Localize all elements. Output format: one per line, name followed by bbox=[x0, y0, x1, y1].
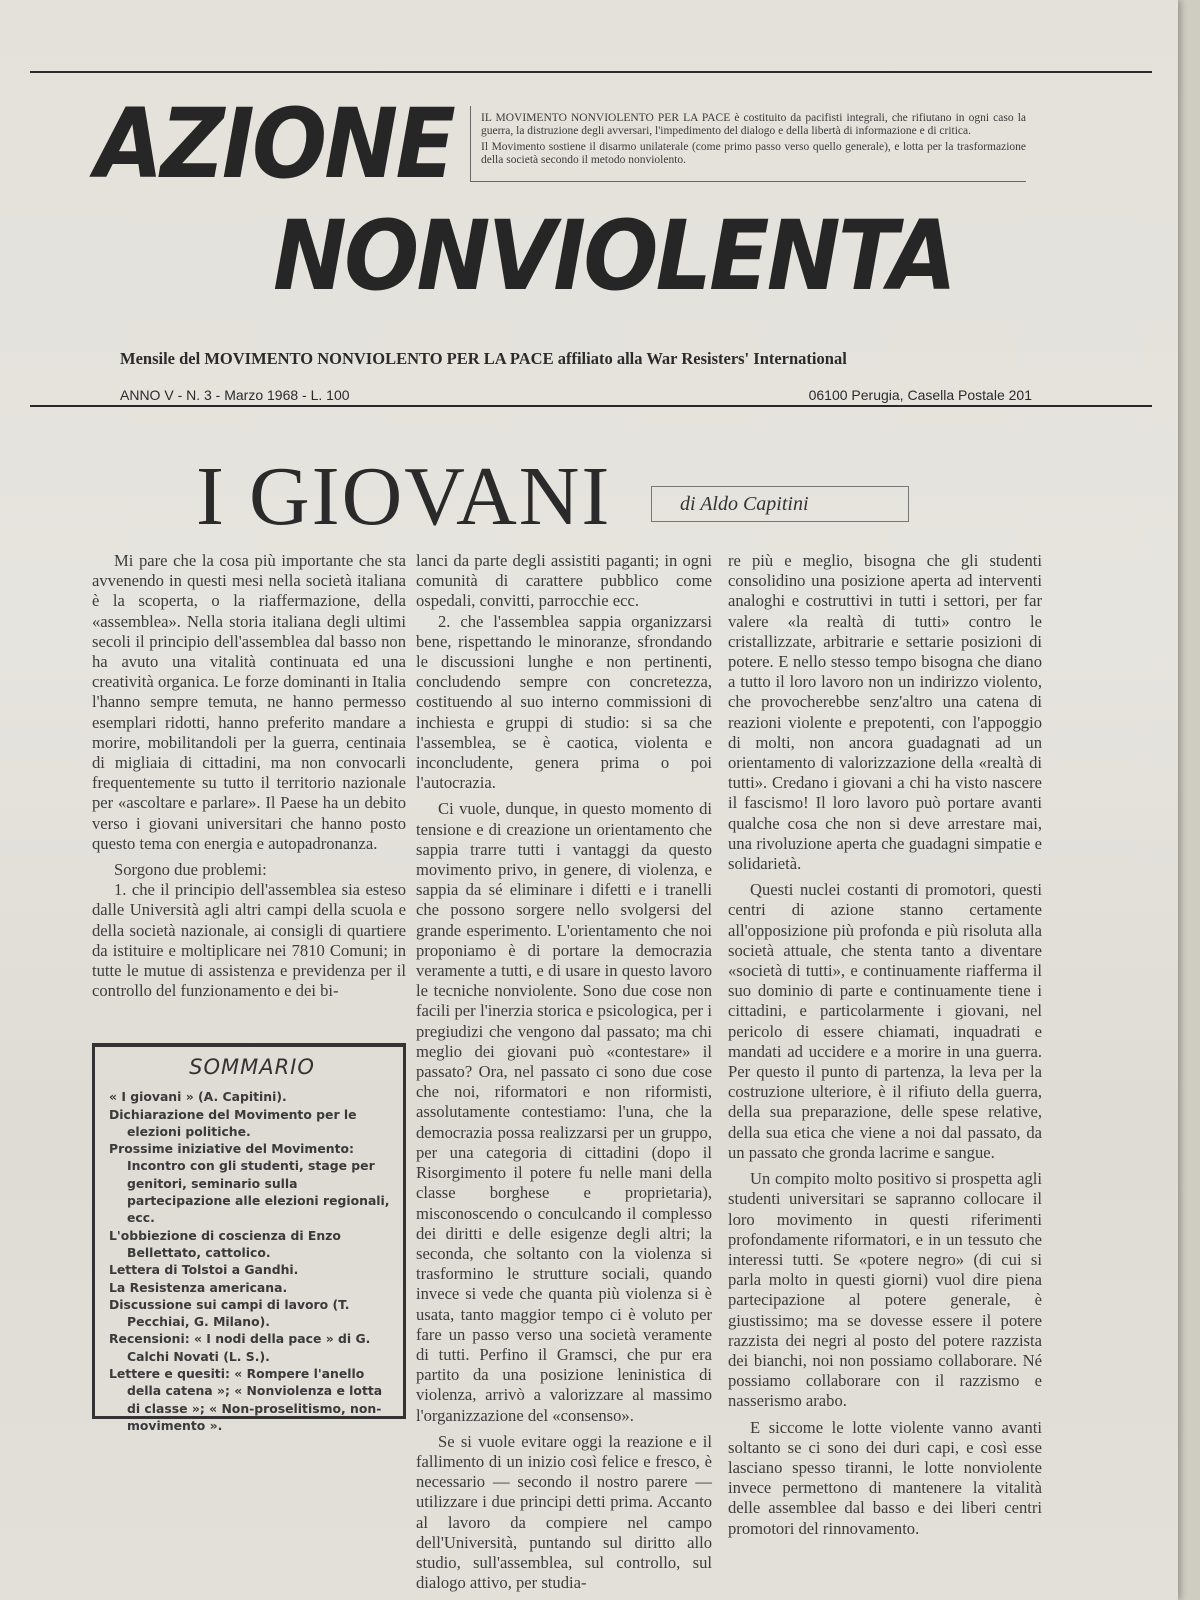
article-paragraph: 2. che l'assemblea sappia organizzarsi bene, rispettando le minoranze, sfrondando le discussioni lunghe e non pertinenti, concludendo sempre con concretezza, costituendo al suo interno commissioni di inchiesta e gruppi di studio: si sa che l'assemblea, se è caotica, violenta e inconcludente, genera prima o poi l'autocrazia. bbox=[416, 611, 712, 793]
article-column-1 bbox=[92, 551, 406, 1001]
masthead-title-line1: AZIONE bbox=[95, 88, 454, 200]
top-rule bbox=[30, 71, 1152, 73]
article-paragraph: Mi pare che la cosa più importante che sta avvenendo in questi mesi nella società italiana è la scoperta, o la riaffermazione, della «assemblea». Nella storia italiana degli ultimi secoli il principio dell'assemblea dal basso non ha avuto una vitalità continuata ed una creatività organica. Le forze dominanti in Italia l'hanno sempre temuta, ne hanno permesso esemplari ridotti, hanno preferito mandare a morire, mobilitandoli per la guerra, centinaia di migliaia di cittadini, ma non convocarli frequentemente su tutto il territorio nazionale per «ascoltare e parlare». Il Paese ha un debito verso i giovani universitari che hanno posto questo tema con energia e autopadronanza. bbox=[92, 551, 406, 853]
article-title: I GIOVANI bbox=[196, 450, 612, 543]
article-paragraph: Un compito molto positivo si prospetta agli studenti universitari se sapranno collocare il loro movimento in questi riferimenti profondamente riformatori, e in un tessuto che interessi tutti. Se «potere negro» (di cui si parla molto in questi giorni) vuol dire piena partecipazione al potere generale, è giustissimo; ma se dovesse essere il potere razzista dei negri al posto del potere razzista dei bianchi, noi non possiamo collaborare. Né possiamo collaborare con il razzismo e nasserismo arabo. bbox=[728, 1169, 1042, 1411]
sommario-item: L'obbiezione di coscienza di Enzo Bellettato, cattolico. bbox=[109, 1227, 341, 1260]
sommario-item: Discussione sui campi di lavoro (T. Pecchiai, G. Milano). bbox=[109, 1296, 350, 1330]
sommario-box bbox=[92, 1043, 406, 1433]
article-paragraph: Se si vuole evitare oggi la reazione e il fallimento di un inizio così felice e fresco, è necessario — secondo il nostro parere — utilizzare i due principi detti prima. Accanto al lavoro da compiere nel campo dell'Università, puntando sul diritto allo studio, sull'assemblea, sul controllo, sul dialogo attivo, per studia- bbox=[416, 1431, 712, 1593]
sommario-item: Lettera di Tolstoi a Gandhi. bbox=[109, 1262, 299, 1278]
issue-info: ANNO V - N. 3 - Marzo 1968 - L. 100 bbox=[120, 387, 350, 403]
sommario-item: Lettere e quesiti: « Rompere l'anello della catena »; « Nonviolenza e lotta di classe »; « Non-proselitismo, non-movimento ». bbox=[109, 1366, 383, 1433]
sommario-item: La Resistenza americana. bbox=[109, 1279, 288, 1295]
article-byline: di Aldo Capitini bbox=[651, 486, 909, 522]
header-rule bbox=[30, 405, 1152, 407]
sommario-item: Dichiarazione del Movimento per le elezioni politiche. bbox=[109, 1106, 357, 1139]
sommario-item: Recensioni: « I nodi della pace » di G. Calchi Novati (L. S.). bbox=[109, 1331, 371, 1364]
article-paragraph: Questi nuclei costanti di promotori, questi centri di azione stanno certamente all'opposizione più profonda e più risoluta alla società attuale, che stenta tanto a diventare «società di tutti», e continuamente riafferma il suo dominio di parte e continuamente tiene i cittadini, e particolarmente i giovani, nel pericolo di essere chiamati, inquadrati e mandati ad uccidere e a morire in una guerra. Per questo il punto di partenza, la leva per la costruzione ulteriore, è il rifiuto della guerra, della sua preparazione, delle spese relative, della sua etica che viene a noi dal passato, da un passato che gronda lacrime e sangue. bbox=[728, 880, 1042, 1162]
article-paragraph: lanci da parte degli assistiti paganti; in ogni comunità di carattere pubblico come ospedali, convitti, parrocchie ecc. bbox=[416, 551, 712, 611]
movement-declaration-box bbox=[470, 106, 1026, 182]
address-info: 06100 Perugia, Casella Postale 201 bbox=[808, 387, 1032, 403]
article-paragraph: Ci vuole, dunque, in questo momento di tensione e di creazione un orientamento che sappia trarre tutti i vantaggi da questo movimento privo, in genere, di violenza, e sappia da sé eliminare i difetti e i tranelli che possono sorgere nello svolgersi del grande esperimento. L'orientamento che noi proponiamo è di portare la democrazia veramente a tutti, e di usare in questo lavoro le tecniche nonviolente. Sono due cose non facili per l'inerzia storica e psicologica, per i pregiudizi che vengono dal passato; ma chi meglio dei giovani può «contestare» il passato? Ora, nel passato ci sono due cose che noi, riformatori e non riformisti, assolutamente contestiamo: l'una, che la democrazia possa realizzarsi per un gruppo, per una categoria di cittadini (dopo il Risorgimento il potere fu nelle mani della classe borghese e proprietaria), misconoscendo o conculcando il complesso dei diritti e delle esigenze degli altri; la seconda, che soltanto con la violenza si trasformino le strutture sociali, quando invece si vede che quanta più violenza si è usata, tanto maggior tempo ci è voluto per fare un passo verso una società veramente di tutti. Perfino il Gramsci, che pur era partito da una posizione leninistica di violenza, arrivò a valorizzare al massimo l'organizzazione del «consenso». bbox=[416, 799, 712, 1425]
declaration-paragraph: Il Movimento sostiene il disarmo unilaterale (come primo passo verso quello generale), e lotta per la trasformazione della società secondo il metodo nonviolento. bbox=[481, 141, 1026, 166]
article-column-3 bbox=[728, 551, 1042, 1539]
article-paragraph: 1. che il principio dell'assemblea sia esteso dalle Università agli altri campi della scuola e della società nazionale, ai consigli di quartiere da istituire e moltiplicare nei 7810 Comuni; in tutte le mutue di assistenza e previdenza per il controllo del funzionamento e dei bi- bbox=[92, 880, 406, 1001]
article-paragraph: re più e meglio, bisogna che gli studenti consolidino una posizione aperta ad interventi analoghi e costruttivi in tutti i settori, per far valere «la realtà di tutti» contro le cristallizzate, arbitrarie e settarie posizioni di potere. E nello stesso tempo bisogna che diano a tutto il loro lavoro non un indirizzo violento, che provocherebbe senz'altro una catena di reazioni violente e prepotenti, con l'appoggio di molti, non ancora guadagnati ad un orientamento di valorizzazione della «realtà di tutti». Credano i giovani a chi ha visto nascere il fascismo! Il loro lavoro può portare avanti qualche cosa che non si deve arrestare mai, una rivoluzione aperta che guadagni simpatie e solidarietà. bbox=[728, 551, 1042, 874]
masthead-subtitle: Mensile del MOVIMENTO NONVIOLENTO PER LA PACE affiliato alla War Resisters' International bbox=[120, 349, 847, 368]
sommario-item: « I giovani » (A. Capitini). bbox=[109, 1089, 287, 1105]
article-paragraph: Sorgono due problemi: bbox=[114, 860, 267, 880]
masthead-title-line2: NONVIOLENTA bbox=[273, 200, 955, 312]
sommario-item: Prossime iniziative del Movimento: Incontro con gli studenti, stage per genitori, seminario sulla partecipazione alle elezioni regionali, ecc. bbox=[109, 1141, 390, 1226]
sommario-heading: SOMMARIO bbox=[189, 1055, 315, 1079]
article-paragraph: E siccome le lotte violente vanno avanti soltanto se ci sono dei duri capi, e così esse lasciano spesso tiranni, le lotte nonviolente invece permettono di mantenere la vitalità delle assemblee dal basso e dei liberi centri promotori del rinnovamento. bbox=[728, 1417, 1042, 1538]
declaration-paragraph: IL MOVIMENTO NONVIOLENTO PER LA PACE è costituito da pacifisti integrali, che rifiutano in ogni caso la guerra, la distruzione degli avversari, l'impedimento del dialogo e della libertà di informazione e di critica. bbox=[481, 112, 1026, 137]
article-column-2 bbox=[416, 551, 712, 1593]
